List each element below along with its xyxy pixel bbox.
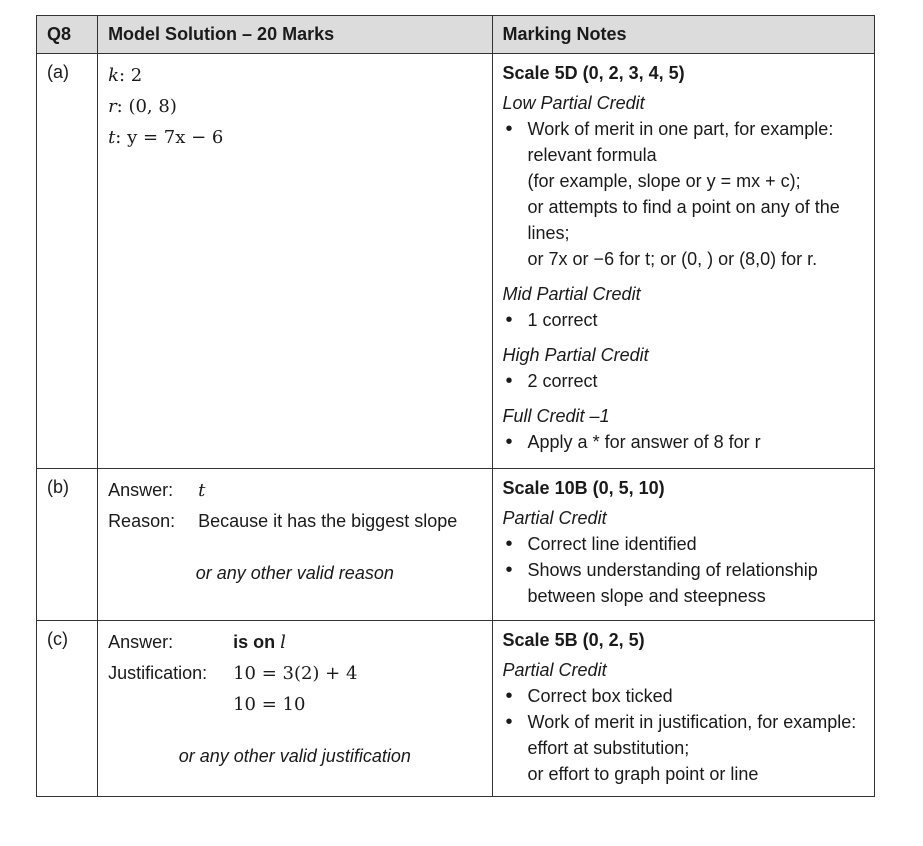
part-c-notes xyxy=(492,621,874,797)
list-item: • Correct box ticked xyxy=(503,683,864,709)
b-partial-list xyxy=(503,531,864,609)
c-partial-heading: Partial Credit xyxy=(502,660,607,680)
low-partial-heading: Low Partial Credit xyxy=(502,93,645,113)
k-line: k: 2 xyxy=(108,65,143,86)
header-notes: Marking Notes xyxy=(492,16,874,54)
header-solution: Model Solution – 20 Marks xyxy=(98,16,492,54)
list-item: • Apply a * for answer of 8 for r xyxy=(503,429,864,455)
part-b-label: (b) xyxy=(37,469,98,621)
scale-a: Scale 5D (0, 2, 3, 4, 5) xyxy=(502,63,685,83)
row-a xyxy=(37,54,875,469)
list-item: • 1 correct xyxy=(503,307,864,333)
mid-partial-list xyxy=(503,307,864,333)
list-item: • Shows understanding of relationship between slope and steepness xyxy=(503,557,864,609)
b-alt-reason: or any other valid reason xyxy=(195,563,394,583)
list-item: • 2 correct xyxy=(503,368,864,394)
part-a-label: (a) xyxy=(37,54,98,469)
scale-c: Scale 5B (0, 2, 5) xyxy=(502,630,645,650)
full-credit-heading: Full Credit –1 xyxy=(502,406,610,426)
header-q: Q8 xyxy=(37,16,98,54)
b-partial-heading: Partial Credit xyxy=(502,508,607,528)
t-line: t: y = 7x − 6 xyxy=(108,127,224,148)
part-a-solution xyxy=(98,54,492,469)
c-alt-justification: or any other valid justification xyxy=(178,746,411,766)
c-justification-line: Justification: 10 = 3(2) + 4 xyxy=(108,663,358,684)
list-item: • Work of merit in one part, for example: relevant formula (for example, slope or y = mx + c); or attempts to find a point on any of the lines; or 7x or −6 for t; or (0, ) or (8,0) for r. xyxy=(503,116,864,272)
part-c-label: (c) xyxy=(37,621,98,797)
part-b-notes xyxy=(492,469,874,621)
high-partial-heading: High Partial Credit xyxy=(502,345,649,365)
row-c xyxy=(37,621,875,797)
full-credit-list xyxy=(503,429,864,455)
low-partial-list xyxy=(503,116,864,272)
mid-partial-heading: Mid Partial Credit xyxy=(502,284,641,304)
part-a-notes xyxy=(492,54,874,469)
part-b-solution xyxy=(98,469,492,621)
r-line: r: (0, 8) xyxy=(108,96,177,117)
list-item: • Work of merit in justification, for example: effort at substitution; or effort to graph point or line xyxy=(503,709,864,787)
c-partial-list xyxy=(503,683,864,787)
marking-scheme-table xyxy=(36,15,875,797)
list-item: • Correct line identified xyxy=(503,531,864,557)
scale-b: Scale 10B (0, 5, 10) xyxy=(502,478,665,498)
part-c-solution xyxy=(98,621,492,797)
row-b xyxy=(37,469,875,621)
c-answer-line: Answer: is on l xyxy=(108,632,286,653)
b-answer-line: Answer: t xyxy=(108,480,206,501)
c-justification-line-2: 10 = 10 xyxy=(233,694,306,715)
b-reason-line: Reason: Because it has the biggest slope xyxy=(108,511,458,531)
header-row xyxy=(37,16,875,54)
high-partial-list xyxy=(503,368,864,394)
